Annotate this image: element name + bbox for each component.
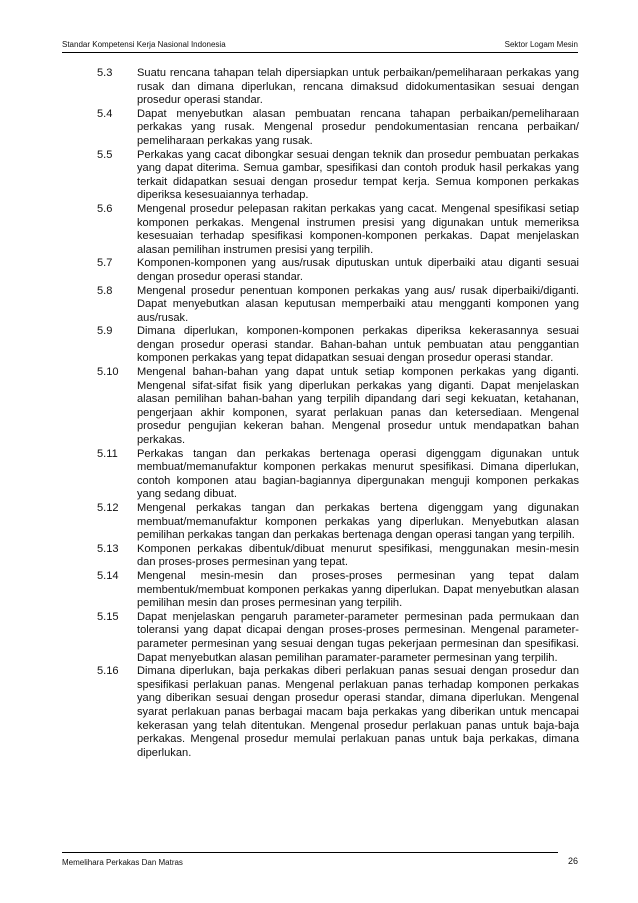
item-text: Mengenal bahan-bahan yang dapat untuk setiap komponen perkakas yang diganti. Mengenal sifat-sifat fisik yang diperlukan perkakas yang diganti. Dapat menjelaskan alasan pemilihan bahan-bahan yang terpilih dipandang dari segi kekuatan, ketahanan, pengerjaan akhir komponen, syarat perlakuan panas dan ketersediaan. Mengenal prosedur pengujian kekeran bahan. Mengenal prosedur untuk mendapatkan bahan perkakas. — [137, 366, 579, 447]
item-number: 5.11 — [97, 447, 118, 460]
criteria-item — [97, 543, 579, 570]
criteria-item — [97, 285, 579, 326]
criteria-list — [97, 67, 579, 760]
criteria-item — [97, 149, 579, 203]
criteria-item — [97, 611, 579, 665]
criteria-item — [97, 257, 579, 284]
criteria-item — [97, 203, 579, 257]
item-number: 5.8 — [97, 284, 113, 297]
item-text: Dimana diperlukan, komponen-komponen perkakas diperiksa kekerasannya sesuai dengan prosedur operasi standar. Bahan-bahan untuk pembuatan atau penggantian komponen perkakas yang tepat didapatkan sesuai dengan prosedur operasi standar. — [137, 325, 579, 365]
item-text: Komponen-komponen yang aus/rusak diputuskan untuk diperbaiki atau diganti sesuai dengan prosedur operasi standar. — [137, 257, 579, 283]
item-number: 5.10 — [97, 366, 119, 379]
criteria-item — [97, 665, 579, 760]
item-number: 5.7 — [97, 257, 113, 270]
item-number: 5.9 — [97, 325, 113, 338]
item-text: Suatu rencana tahapan telah dipersiapkan untuk perbaikan/pemeliharaan perkakas yang rusak dan dimana diperlukan, rencana dimaksud didokumentasikan sesuai dengan prosedur operasi standar. — [137, 67, 579, 107]
item-number: 5.14 — [97, 569, 119, 582]
criteria-item — [97, 366, 579, 448]
criteria-item — [97, 570, 579, 611]
footer-rule — [62, 852, 558, 853]
item-text: Mengenal perkakas tangan dan perkakas bertena digenggam yang digunakan membuat/memanufaktur komponen perkakas yang diperlukan. Menyebutkan alasan pemilihan perkakas tangan dan perkakas bertenaga dengan operasi tangan yang terpilih. — [137, 502, 579, 542]
footer-unit-title: Memelihara Perkakas Dan Matras — [62, 858, 183, 867]
header-standard-title: Standar Kompetensi Kerja Nasional Indonesia — [62, 40, 226, 49]
item-text: Mengenal mesin-mesin dan proses-proses permesinan yang tepat dalam membentuk/membuat komponen perkakas yanng diperlukan. Dapat menyebutkan alasan pemilihan mesin dan proses permesinan yang terpilih. — [137, 569, 579, 610]
item-number: 5.5 — [97, 148, 113, 161]
item-number: 5.6 — [97, 202, 113, 215]
page-number: 26 — [567, 856, 578, 866]
item-number: 5.13 — [97, 542, 119, 555]
item-number: 5.16 — [97, 665, 119, 678]
item-number: 5.12 — [97, 502, 119, 514]
item-text: Komponen perkakas dibentuk/dibuat menurut spesifikasi, menggunakan mesin-mesin dan proses-proses permesinan yang tepat. — [137, 542, 579, 569]
item-text: Dimana diperlukan, baja perkakas diberi perlakuan panas sesuai dengan prosedur dan spesifikasi perlakuan panas. Mengenal perlakuan panas terhadap komponen perkakas yang diberikan sesuai dengan prosedur operasi standar, dimana diperlukan. Mengenal syarat perlakuan panas berbagai macam baja perkakas yang diberikan untuk mencapai kekerasan yang telah ditentukan. Mengenal prosedur perlakuan panas untuk baja-baja perkakas. Mengenal prosedur memulai perlakuan panas untuk baja perkakas, dimana diperlukan. — [137, 665, 579, 759]
item-text: Dapat menyebutkan alasan pembuatan rencana tahapan perbaikan/pemeliharaan perkakas yang rusak. Mengenal prosedur pendokumentasian rencana perbaikan/ pemeliharaan perkakas yang rusak. — [137, 107, 579, 147]
page-header — [62, 38, 578, 53]
criteria-item — [97, 325, 579, 366]
criteria-item — [97, 448, 579, 502]
item-text: Mengenal prosedur pelepasan rakitan perkakas yang cacat. Mengenal spesifikasi setiap komponen perkakas. Mengenal instrumen presisi yang digunakan untuk memeriksa kesesuaian terhadap spesifikasi komponen-komponen perkakas. Dapat menjelaskan alasan pemilihan instrumen presisi yang terpilih. — [137, 202, 579, 256]
item-text: Mengenal prosedur penentuan komponen perkakas yang aus/ rusak diperbaiki/diganti. Dapat menyebutkan alasan keputusan memperbaiki atau mengganti komponen yang aus/rusak. — [137, 284, 579, 324]
criteria-item — [97, 502, 579, 543]
criteria-item — [97, 67, 579, 108]
header-sector: Sektor Logam Mesin — [504, 40, 578, 49]
item-number: 5.3 — [97, 67, 113, 79]
item-number: 5.15 — [97, 610, 119, 623]
item-text: Perkakas tangan dan perkakas bertenaga operasi digenggam digunakan untuk membuat/memanufaktur komponen perkakas menurut spesifikasi. Dimana diperlukan, contoh komponen atau bagian-bagiannya dipergunakan menguji komponen perkakas yang sedang dibuat. — [137, 447, 579, 501]
item-text: Perkakas yang cacat dibongkar sesuai dengan teknik dan prosedur pembuatan perkakas yang dapat diterima. Semua gambar, spesifikasi dan contoh produk hasil perkakas yang terkait didapatkan sesuai dengan prosedur tempat kerja. Semua komponen perkakas diperiksa kesesuaiannya terhadap. — [137, 148, 579, 202]
criteria-item — [97, 108, 579, 149]
item-text: Dapat menjelaskan pengaruh parameter-parameter permesinan pada permukaan dan toleransi yang dapat dicapai dengan proses-proses permesinan. Mengenal parameter-parameter permesinan yang sesuai dengan tugas pekerjaan permesinan dan spesifikasi. Dapat menyebutkan alasan pemilihan paramater-parameter permesinan yang terpilih. — [137, 610, 579, 664]
item-number: 5.4 — [97, 107, 113, 120]
